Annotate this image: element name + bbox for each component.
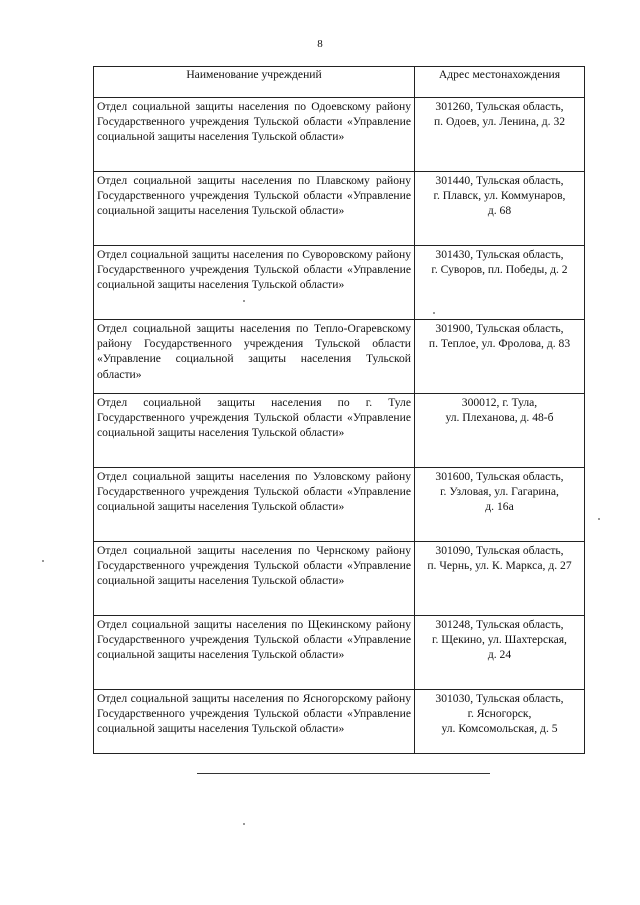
address-line: п. Одоев, ул. Ленина, д. 32 <box>433 115 566 129</box>
address-line: 300012, г. Тула, <box>461 396 538 409</box>
header-address: Адрес местонахождения <box>415 67 585 98</box>
address-line: ул. Комсомольская, д. 5 <box>441 722 558 736</box>
institution-name: Отдел социальной защиты населения по Ясногорскому району Государственного учреждения Тульской области «Управление социальной защиты населения Тульской области» <box>94 690 415 754</box>
table-row <box>94 542 585 616</box>
institution-name: Отдел социальной защиты населения по Плавскому району Государственного учреждения Тульской области «Управление социальной защиты населения Тульской области» <box>94 172 415 246</box>
address-line: д. 24 <box>487 648 512 662</box>
scan-speck <box>433 312 435 314</box>
page-number: 8 <box>317 38 323 50</box>
institution-address <box>415 690 585 754</box>
institution-name: Отдел социальной защиты населения по Одоевскому району Государственного учреждения Тульской области «Управление социальной защиты населения Тульской области» <box>94 98 415 172</box>
header-institution-name: Наименование учреждений <box>94 67 415 98</box>
address-line: 301260, Тульская область, <box>435 100 564 113</box>
institution-address <box>415 468 585 542</box>
address-line: г. Ясногорск, <box>467 707 532 721</box>
address-line: г. Суворов, пл. Победы, д. 2 <box>431 263 568 277</box>
institution-address <box>415 542 585 616</box>
address-line: 301030, Тульская область, <box>435 692 564 705</box>
table-row <box>94 246 585 320</box>
table-row <box>94 690 585 754</box>
scan-speck <box>598 518 600 520</box>
address-line: г. Узловая, ул. Гагарина, <box>440 485 559 499</box>
table-header-row <box>94 67 585 98</box>
institution-name: Отдел социальной защиты населения по Чернскому району Государственного учреждения Тульской области «Управление социальной защиты населения Тульской области» <box>94 542 415 616</box>
address-line: д. 68 <box>487 204 512 218</box>
address-line: п. Теплое, ул. Фролова, д. 83 <box>428 337 571 351</box>
institution-name: Отдел социальной защиты населения по Узловскому району Государственного учреждения Тульской области «Управление социальной защиты населения Тульской области» <box>94 468 415 542</box>
scan-speck <box>42 560 44 562</box>
table-row <box>94 320 585 394</box>
address-line: 301090, Тульская область, <box>435 544 564 557</box>
table-row <box>94 98 585 172</box>
institution-name: Отдел социальной защиты населения по Суворовскому району Государственного учреждения Тульской области «Управление социальной защиты населения Тульской области» <box>94 246 415 320</box>
institution-address <box>415 172 585 246</box>
institution-address <box>415 320 585 394</box>
scan-speck <box>243 823 245 825</box>
address-line: г. Плавск, ул. Коммунаров, <box>433 189 566 203</box>
address-line: д. 16а <box>485 500 514 514</box>
address-line: 301430, Тульская область, <box>435 248 564 261</box>
institution-address <box>415 394 585 468</box>
address-line: 301248, Тульская область, <box>435 618 564 631</box>
institution-address <box>415 98 585 172</box>
address-line: п. Чернь, ул. К. Маркса, д. 27 <box>427 559 572 573</box>
table-row <box>94 394 585 468</box>
end-rule <box>197 773 490 774</box>
address-line: г. Щекино, ул. Шахтерская, <box>432 633 567 647</box>
table-row <box>94 616 585 690</box>
institution-address <box>415 616 585 690</box>
institution-name: Отдел социальной защиты населения по г. Туле Государственного учреждения Тульской области «Управление социальной защиты населения Тульской области» <box>94 394 415 468</box>
institution-name: Отдел социальной защиты населения по Щекинскому району Государственного учреждения Тульской области «Управление социальной защиты населения Тульской области» <box>94 616 415 690</box>
scan-speck <box>243 300 245 302</box>
institution-name: Отдел социальной защиты населения по Тепло-Огаревскому району Государственного учреждения Тульской области «Управление социальной защиты населения Тульской области» <box>94 320 415 394</box>
table-row <box>94 172 585 246</box>
table-row <box>94 468 585 542</box>
address-line: 301900, Тульская область, <box>435 322 564 335</box>
institution-address <box>415 246 585 320</box>
address-line: 301440, Тульская область, <box>435 174 564 187</box>
address-line: ул. Плеханова, д. 48-б <box>445 411 554 425</box>
institutions-table <box>93 66 585 754</box>
address-line: 301600, Тульская область, <box>435 470 564 483</box>
